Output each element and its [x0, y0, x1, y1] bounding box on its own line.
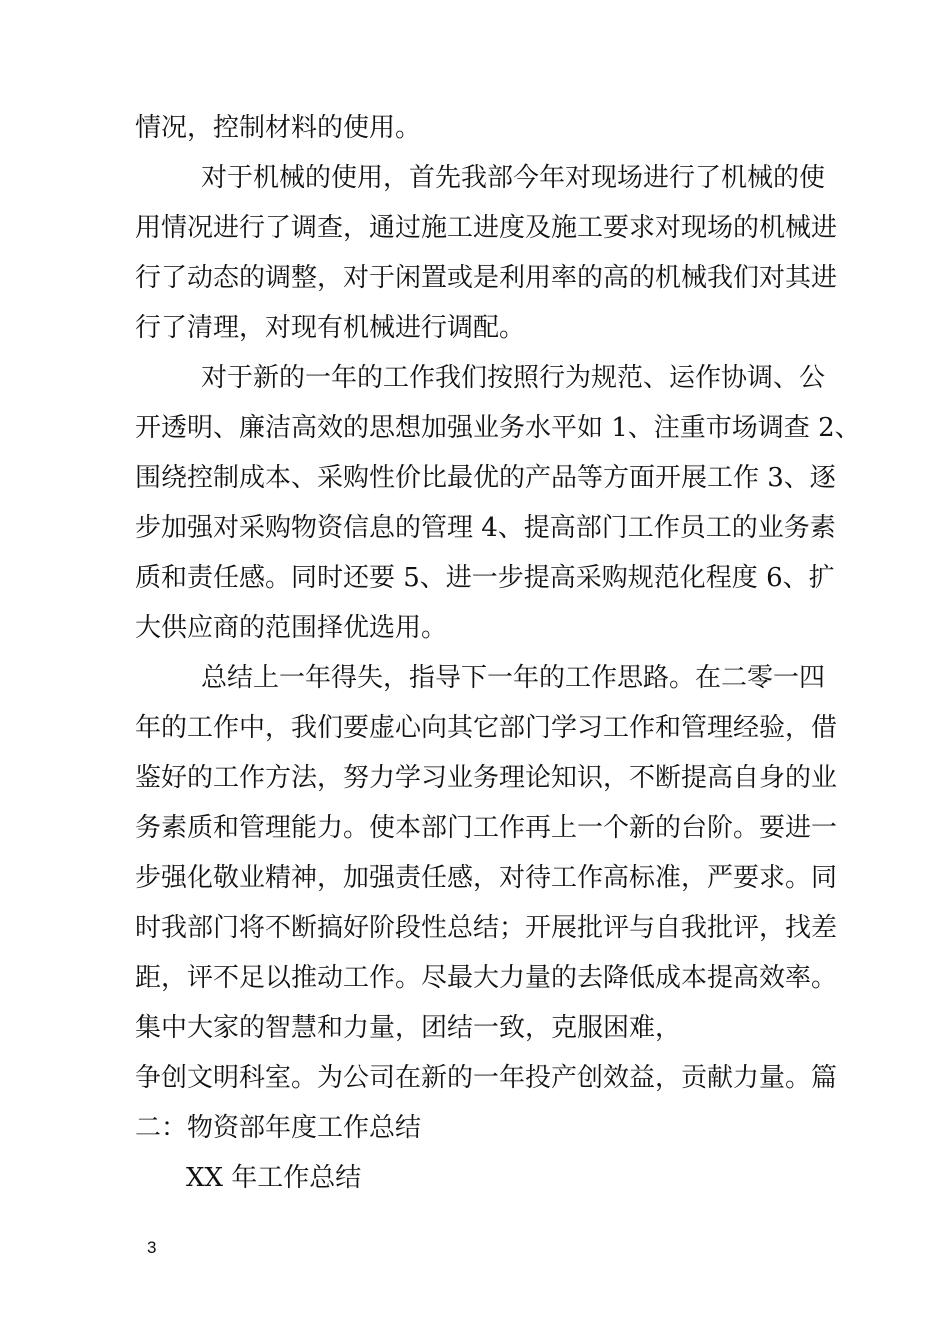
section-heading: XX 年工作总结 — [186, 1163, 362, 1193]
text-line: 务素质和管理能力。使本部门工作再上一个新的台阶。要进一 — [135, 813, 838, 843]
text-line: 质和责任感。同时还要 5、进一步提高采购规范化程度 6、扩 — [135, 563, 835, 593]
text-line: 行了动态的调整，对于闲置或是利用率的高的机械我们对其进 — [135, 263, 838, 293]
paragraph-first-line: 总结上一年得失，指导下一年的工作思路。在二零一四 — [201, 663, 826, 693]
text-line: 围绕控制成本、采购性价比最优的产品等方面开展工作 3、逐 — [135, 463, 836, 493]
text-line: 集中大家的智慧和力量，团结一致，克服困难， — [135, 1013, 682, 1043]
text-line: 大供应商的范围择优选用。 — [135, 613, 448, 643]
text-line: 情况，控制材料的使用。 — [135, 113, 422, 143]
text-line: 行了清理，对现有机械进行调配。 — [135, 313, 526, 343]
text-line: 步强化敬业精神，加强责任感，对待工作高标准，严要求。同 — [135, 863, 838, 893]
text-line: 年的工作中，我们要虚心向其它部门学习工作和管理经验，借 — [135, 713, 838, 743]
paragraph-first-line: 对于新的一年的工作我们按照行为规范、运作协调、公 — [201, 363, 826, 393]
text-line: 开透明、廉洁高效的思想加强业务水平如 1、注重市场调查 2、 — [135, 413, 861, 443]
text-line: 距，评不足以推动工作。尽最大力量的去降低成本提高效率。 — [135, 963, 838, 993]
text-line: 二：物资部年度工作总结 — [135, 1113, 422, 1143]
text-line: 鉴好的工作方法，努力学习业务理论知识，不断提高自身的业 — [135, 763, 838, 793]
text-line: 步加强对采购物资信息的管理 4、提高部门工作员工的业务素 — [135, 513, 836, 543]
text-line: 时我部门将不断搞好阶段性总结；开展批评与自我批评，找差 — [135, 913, 838, 943]
page-number: 3 — [147, 1238, 157, 1257]
paragraph-first-line: 对于机械的使用，首先我部今年对现场进行了机械的使 — [201, 163, 826, 193]
text-line: 用情况进行了调查，通过施工进度及施工要求对现场的机械进 — [135, 213, 838, 243]
text-line: 争创文明科室。为公司在新的一年投产创效益，贡献力量。篇 — [135, 1063, 838, 1093]
